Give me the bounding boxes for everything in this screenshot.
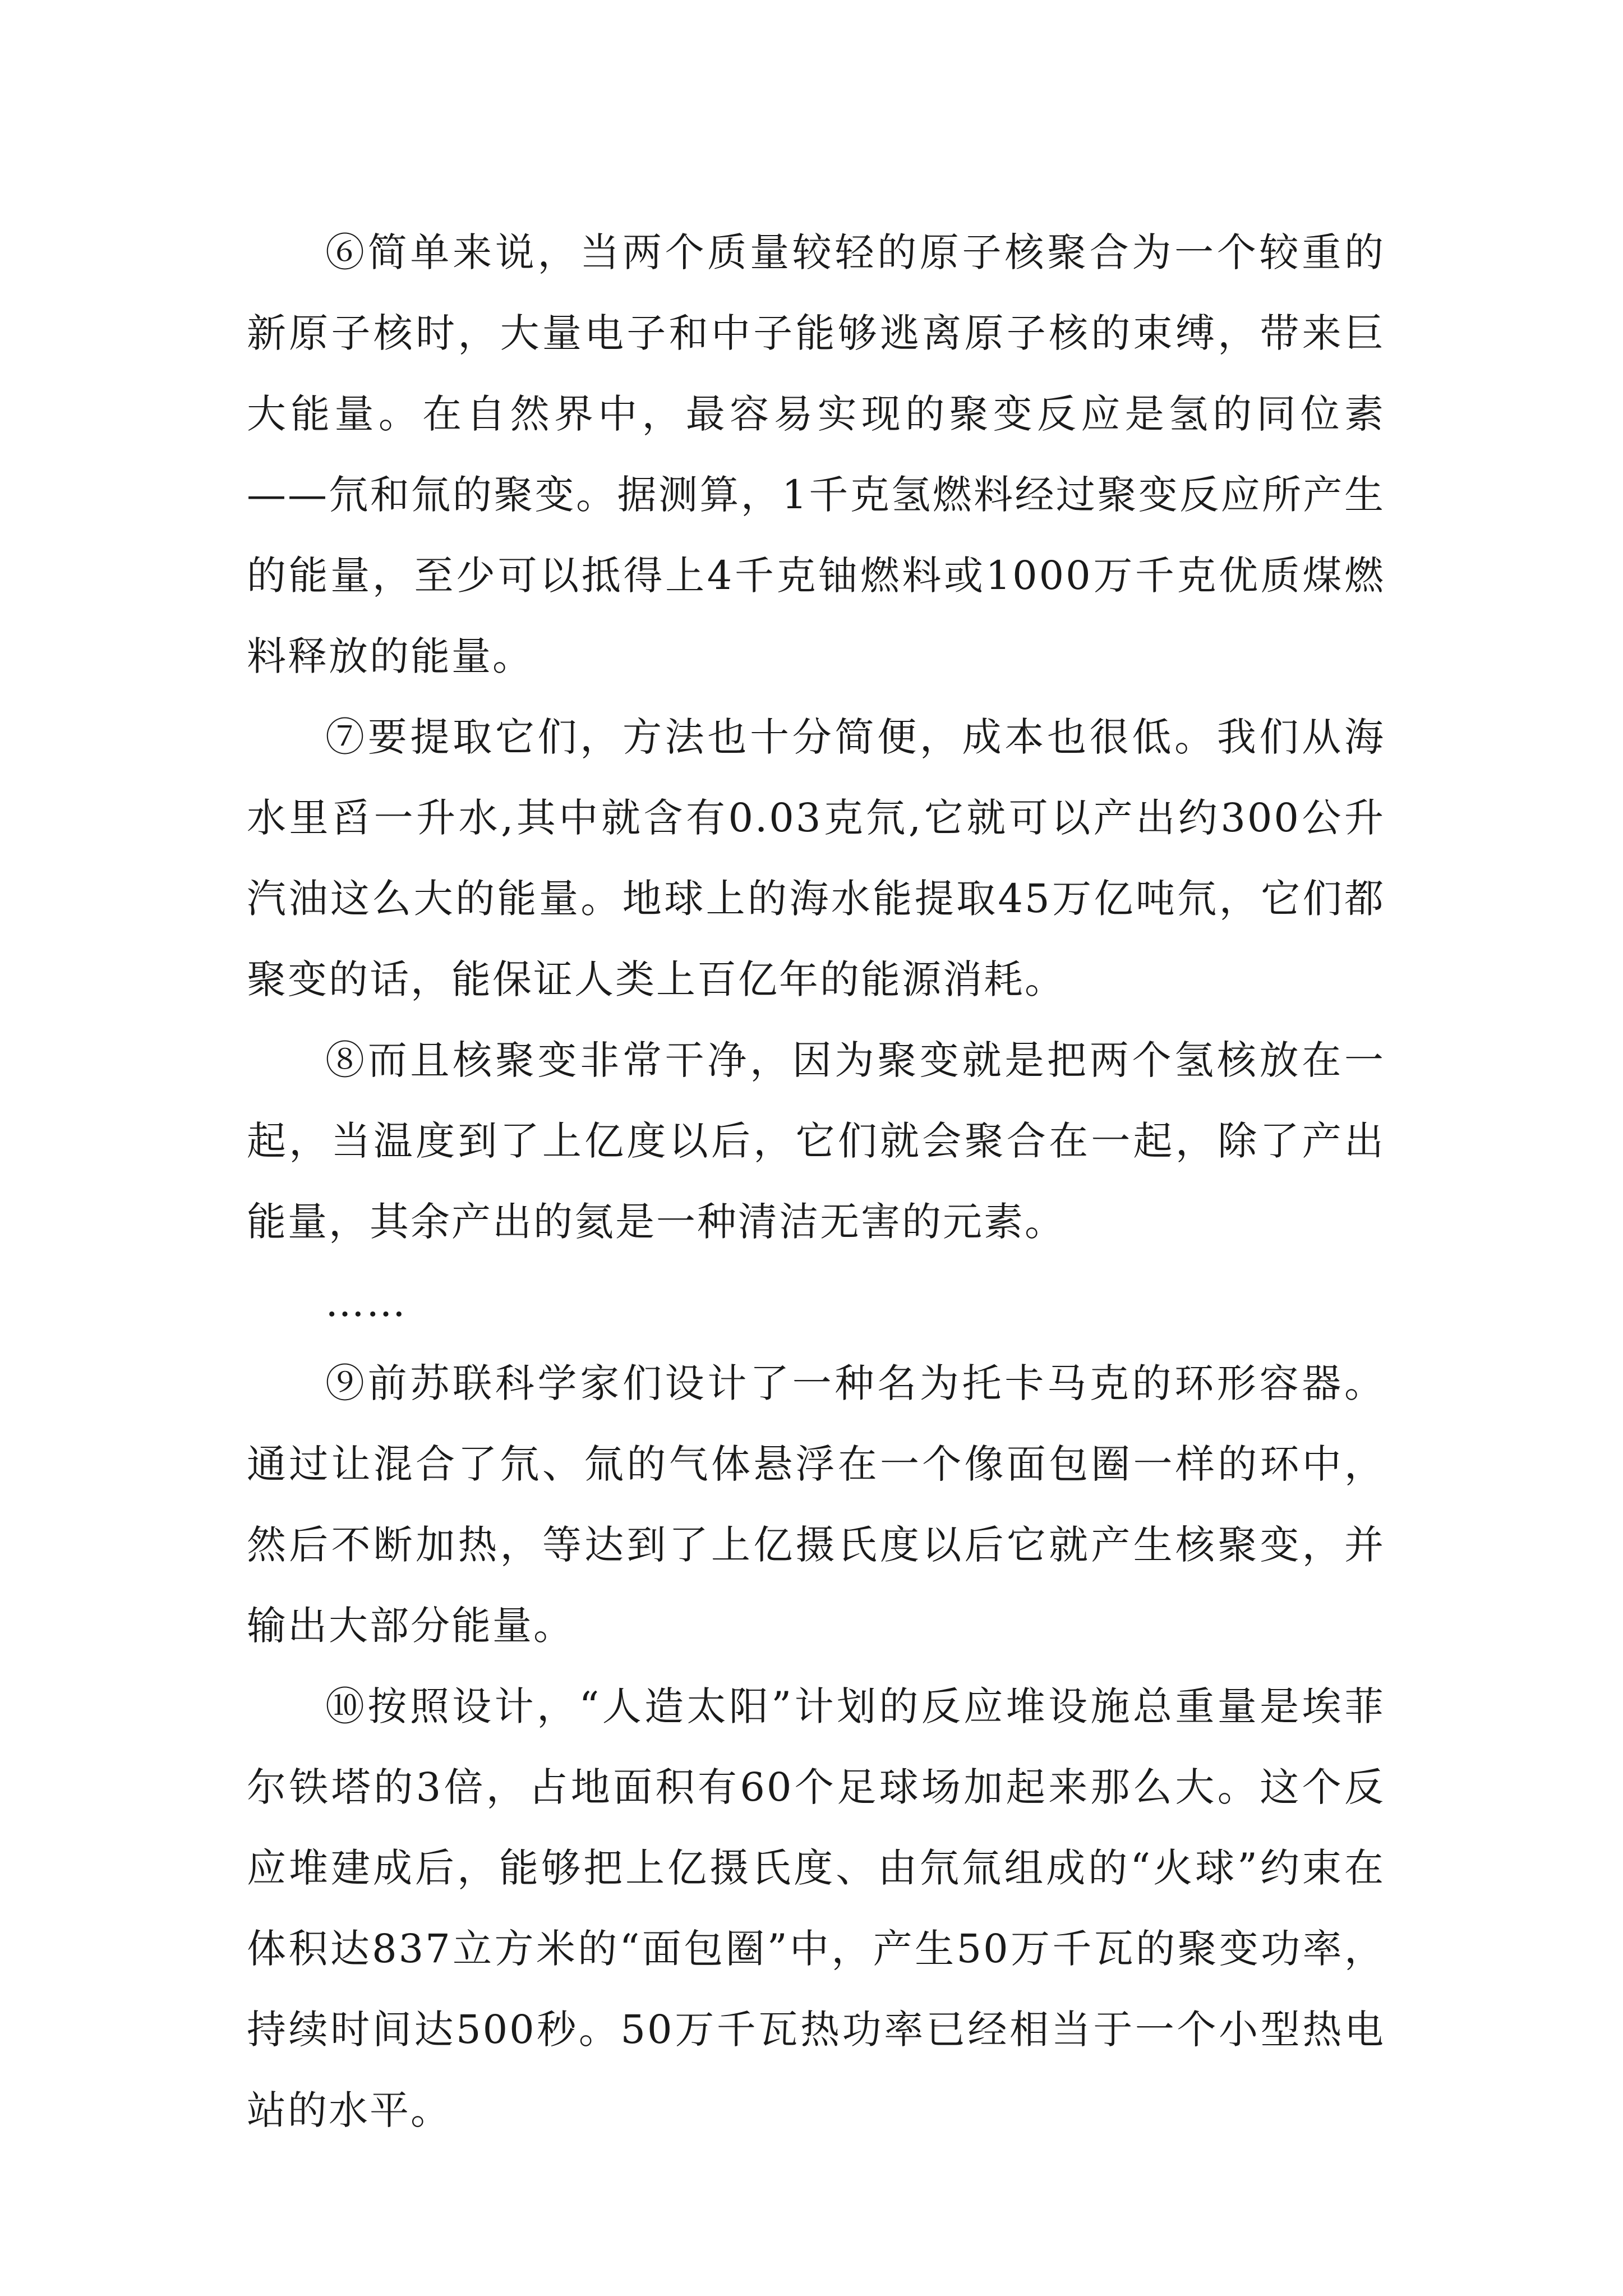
paragraph-7: ⑦要提取它们，方法也十分简便，成本也很低。我们从海水里舀一升水,其中就含有0.03克氘,它就可以产出约300公升汽油这么大的能量。地球上的海水能提取45万亿吨氘，它们都聚变的话，能保证人类上百亿年的能源消耗。 [247, 714, 1385, 1002]
ellipsis-line: …… [325, 1280, 407, 1326]
paragraph-8: ⑧而且核聚变非常干净，因为聚变就是把两个氢核放在一起，当温度到了上亿度以后，它们就会聚合在一起，除了产出能量，其余产出的氦是一种清洁无害的元素。 [247, 1037, 1385, 1245]
document-body [247, 212, 1385, 2151]
paragraph-10: ⑩按照设计，“人造太阳”计划的反应堆设施总重量是埃菲尔铁塔的3倍，占地面积有60个足球场加起来那么大。这个反应堆建成后，能够把上亿摄氏度、由氘氚组成的“火球”约束在体积达837立方米的“面包圈”中，产生50万千瓦的聚变功率，持续时间达500秒。50万千瓦热功率已经相当于一个小型热电站的水平。 [247, 1683, 1385, 2133]
paragraph-6: ⑥简单来说，当两个质量较轻的原子核聚合为一个较重的新原子核时，大量电子和中子能够逃离原子核的束缚，带来巨大能量。在自然界中，最容易实现的聚变反应是氢的同位素——氘和氚的聚变。据测算，1千克氢燃料经过聚变反应所产生的能量，至少可以抵得上4千克铀燃料或1000万千克优质煤燃料释放的能量。 [247, 229, 1385, 679]
paragraph-9: ⑨前苏联科学家们设计了一种名为托卡马克的环形容器。通过让混合了氘、氚的气体悬浮在一个像面包圈一样的环中，然后不断加热，等达到了上亿摄氏度以后它就产生核聚变，并输出大部分能量。 [247, 1360, 1385, 1649]
